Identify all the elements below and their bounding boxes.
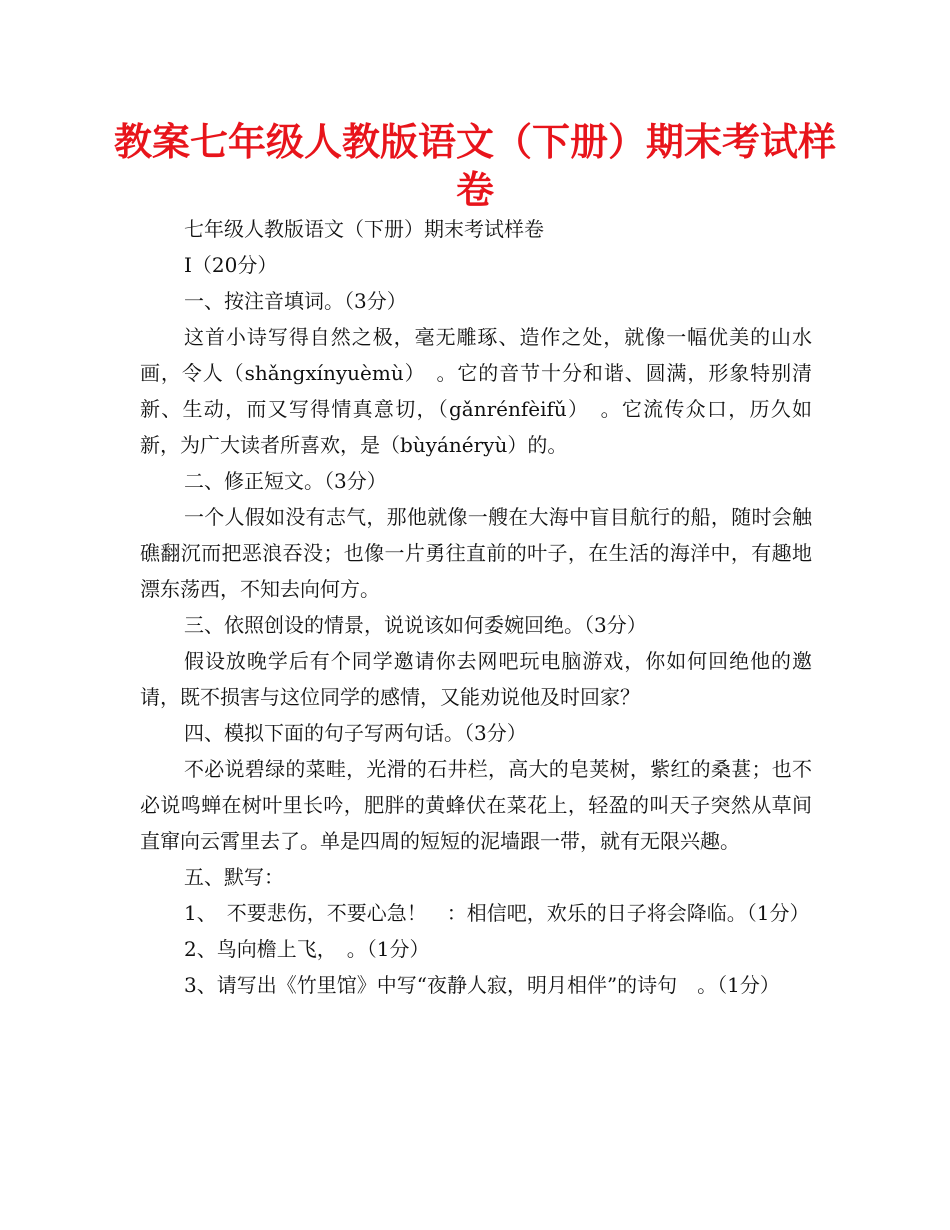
section-heading-part-one: I（20分） (184, 253, 278, 277)
question-body-4: 不必说碧绿的菜畦，光滑的石井栏，高大的皂荚树，紫红的桑葚；也不必说鸣蝉在树叶里长吟，肥胖的黄蜂伏在菜花上，轻盈的叫天子突然从草间直窜向云霄里去了。单是四周的短短的泥墙跟一带，就有无限兴趣。 (140, 757, 812, 853)
document-title: 教案七年级人教版语文（下册）期末考试样卷 (113, 120, 836, 212)
question-heading-4: 四、模拟下面的句子写两句话。（3分） (184, 721, 527, 745)
dictation-item-3: 3、请写出《竹里馆》中写“夜静人寂，明月相伴”的诗句 。（1分） (184, 973, 780, 997)
question-heading-2: 二、修正短文。（3分） (184, 469, 387, 493)
dictation-item-2: 2、鸟向檐上飞， 。（1分） (184, 937, 430, 961)
question-heading-3: 三、依照创设的情景，说说该如何委婉回绝。（3分） (184, 613, 647, 637)
question-heading-1: 一、按注音填词。（3分） (184, 289, 407, 313)
document-body (140, 211, 812, 1003)
dictation-item-1: 1、 不要悲伤，不要心急！ ：相信吧，欢乐的日子将会降临。（1分） (184, 901, 810, 925)
subtitle-paragraph: 七年级人教版语文（下册）期末考试样卷 (184, 217, 544, 241)
question-heading-5: 五、默写： (184, 865, 284, 889)
question-body-2: 一个人假如没有志气，那他就像一艘在大海中盲目航行的船，随时会触礁翻沉而把恶浪吞没；也像一片勇往直前的叶子，在生活的海洋中，有趣地漂东荡西，不知去向何方。 (140, 505, 812, 601)
question-body-1: 这首小诗写得自然之极，毫无雕琢、造作之处，就像一幅优美的山水画，令人（shǎngxínyuèmù） 。它的音节十分和谐、圆满，形象特别清新、生动，而又写得情真意切，（gǎnrénfèifǔ） 。它流传众口，历久如新，为广大读者所喜欢，是（bùyánéryù）的。 (140, 325, 812, 457)
question-body-3: 假设放晚学后有个同学邀请你去网吧玩电脑游戏，你如何回绝他的邀请，既不损害与这位同学的感情，又能劝说他及时回家？ (140, 649, 812, 709)
